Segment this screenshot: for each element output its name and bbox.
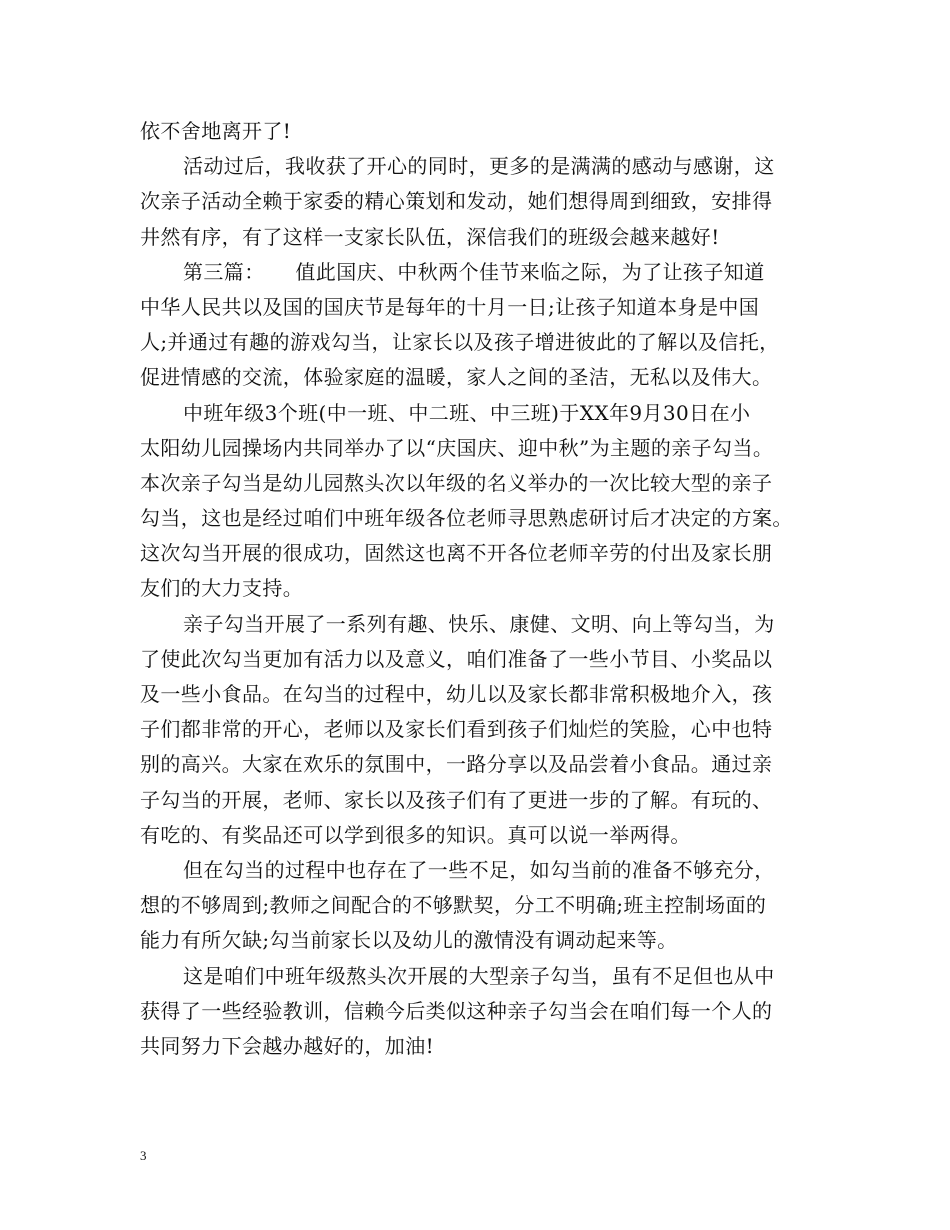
text-line: 子勾当的开展，老师、家长以及孩子们有了更进一步的了解。有玩的、 — [140, 787, 773, 812]
text-line: 本次亲子勾当是幼儿园熬头次以年级的名义举办的一次比较大型的亲子 — [140, 470, 773, 495]
text-line: 这是咱们中班年级熬头次开展的大型亲子勾当，虽有不足但也从中 — [183, 963, 775, 988]
text-line: 有吃的、有奖品还可以学到很多的知识。真可以说一举两得。 — [140, 822, 691, 847]
text-line: 第三篇： 值此国庆、中秋两个佳节来临之际，为了让孩子知道 — [183, 259, 765, 284]
text-line: 共同努力下会越办越好的，加油! — [140, 1033, 435, 1058]
body-text — [140, 114, 830, 1064]
text-line: 中班年级3个班(中一班、中二班、中三班)于XX年9月30日在小 — [183, 400, 751, 425]
text-line: 及一些小食品。在勾当的过程中，幼儿以及家长都非常积极地介入，孩 — [140, 682, 773, 706]
text-line: 别的高兴。大家在欢乐的氛围中，一路分享以及品尝着小食品。通过亲 — [140, 752, 773, 777]
text-line: 依不舍地离开了! — [140, 119, 292, 143]
text-line: 获得了一些经验教训，信赖今后类似这种亲子勾当会在咱们每一个人的 — [140, 998, 773, 1023]
text-line: 次亲子活动全赖于家委的精心策划和发动，她们想得周到细致，安排得 — [140, 189, 773, 214]
text-line: 友们的大力支持。 — [140, 576, 304, 601]
text-line: 中华人民共以及国的国庆节是每年的十月一日;让孩子知道本身是中国 — [140, 294, 760, 319]
text-line: 人;并通过有趣的游戏勾当，让家长以及孩子增进彼此的了解以及信托， — [140, 330, 780, 355]
page-number: 3 — [140, 1148, 147, 1163]
text-line: 太阳幼儿园操场内共同举办了以“庆国庆、迎中秋”为主题的亲子勾当。 — [140, 435, 774, 460]
text-line: 勾当，这也是经过咱们中班年级各位老师寻思熟虑研讨后才决定的方案。 — [140, 506, 793, 531]
text-line: 井然有序，有了这样一支家长队伍，深信我们的班级会越来越好! — [140, 224, 720, 249]
text-line: 但在勾当的过程中也存在了一些不足，如勾当前的准备不够充分， — [183, 857, 775, 882]
text-line: 活动过后，我收获了开心的同时，更多的是满满的感动与感谢，这 — [183, 154, 775, 179]
text-line: 了使此次勾当更加有活力以及意义，咱们准备了一些小节目、小奖品以 — [140, 646, 773, 671]
text-line: 能力有所欠缺;勾当前家长以及幼儿的激情没有调动起来等。 — [140, 928, 678, 953]
text-line: 这次勾当开展的很成功，固然这也离不开各位老师辛劳的付出及家长朋 — [140, 541, 773, 566]
text-line: 想的不够周到;教师之间配合的不够默契，分工不明确;班主控制场面的 — [140, 893, 767, 918]
text-line: 亲子勾当开展了一系列有趣、快乐、康健、文明、向上等勾当，为 — [183, 611, 775, 636]
text-line: 子们都非常的开心，老师以及家长们看到孩子们灿烂的笑脸，心中也特 — [140, 717, 773, 742]
text-line: 促进情感的交流，体验家庭的温暖，家人之间的圣洁，无私以及伟大。 — [140, 365, 773, 390]
